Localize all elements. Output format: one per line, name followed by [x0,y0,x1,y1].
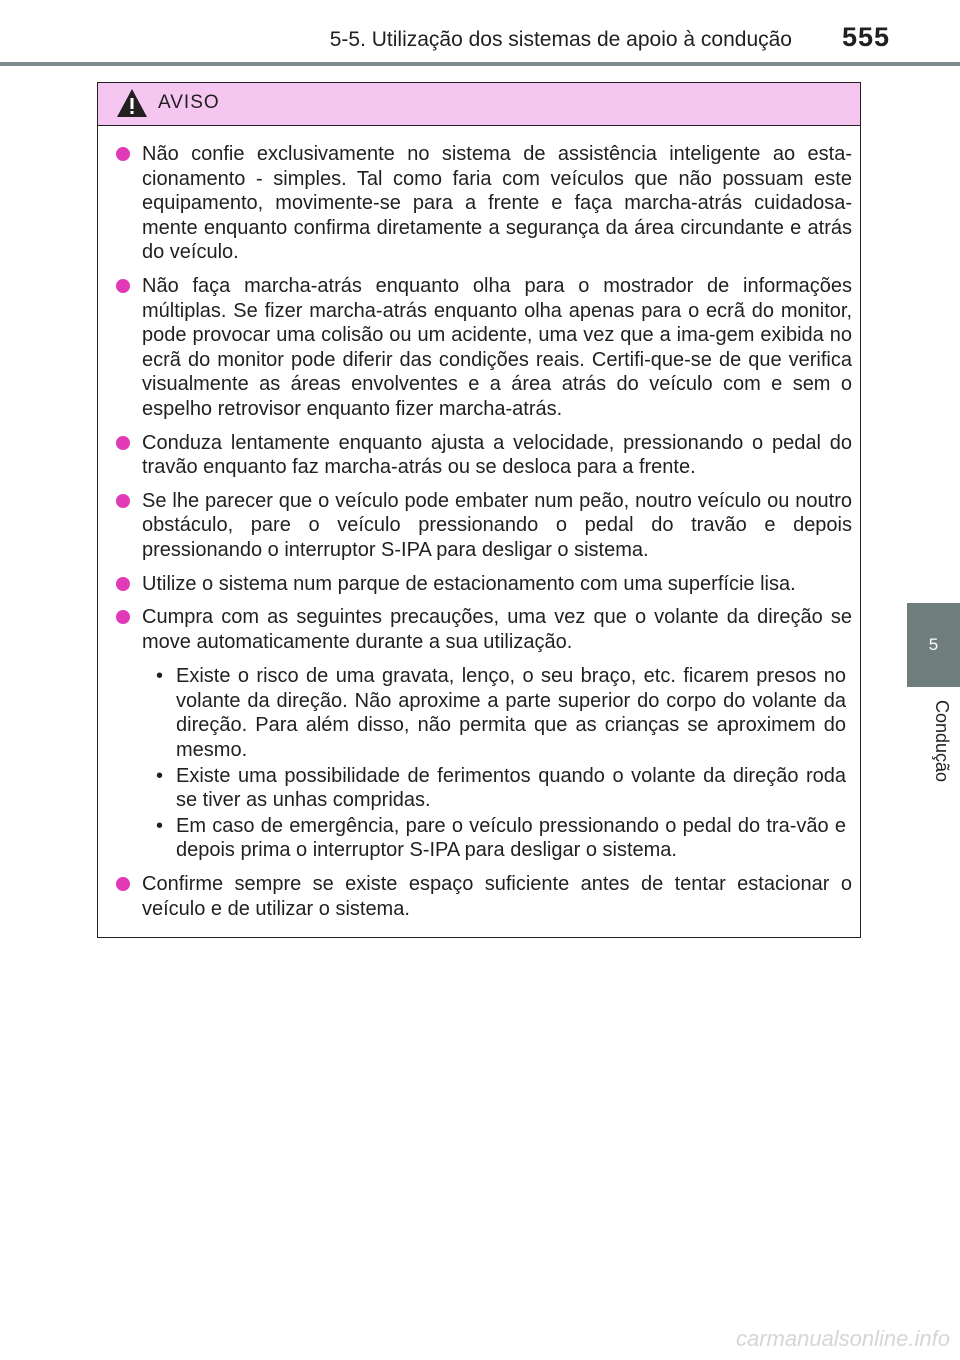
section-title: 5-5. Utilização dos sistemas de apoio à condução [329,28,792,51]
warning-triangle-icon [116,88,148,118]
sub-item [156,664,846,762]
warning-item [116,431,852,480]
sub-bullet-marker: • [156,665,164,688]
warning-item [116,872,852,921]
warning-item [116,274,852,422]
warning-item [116,142,852,265]
chapter-label: Condução [932,700,952,783]
warning-item-text: Confirme sempre se existe espaço suficiente antes de tentar estacionar o veículo e de utilizar o sistema. [142,873,852,920]
warning-item-text: Não faça marcha-atrás enquanto olha para o mostrador de informações múltiplas. Se fizer marcha-atrás enquanto olha apenas para o ecrã do monitor, pode provocar uma colisão ou um acidente, uma vez que a ima-gem exibida no ecrã do monitor pode diferir das condições reais. Certifi-que-se de que verifica visualmente as áreas envolventes e a área atrás do veículo com e sem o espelho retrovisor enquanto fizer marcha-atrás. [142,274,852,420]
warning-item-text: Não confie exclusivamente no sistema de assistência inteligente ao esta-cionamento - simples. Tal como faria com veículos que não possuam este equipamento, movimente-se para a frente e faça marcha-atrás cuidadosa-mente enquanto confirma diretamente a segurança da área circundante e atrás do veículo. [142,143,852,264]
warning-item-text: Cumpra com as seguintes precauções, uma vez que o volante da direção se move automaticamente durante a sua utilização. [142,606,852,653]
bullet-icon [116,279,130,293]
warning-item [116,572,852,597]
sub-item [156,764,846,813]
watermark: carmanualsonline.info [735,1326,950,1351]
chapter-tab [907,603,960,687]
sub-item-text: Existe o risco de uma gravata, lenço, o seu braço, etc. ficarem presos no volante da direção. Não aproxime a parte superior do corpo do volante da direção. Para além disso, não permita que as crianças se aproximem do mesmo. [176,665,846,762]
warning-item [116,489,852,563]
warning-body [98,126,860,921]
warning-item-text: Utilize o sistema num parque de estacionamento com uma superfície lisa. [142,572,796,595]
warning-item-text: Se lhe parecer que o veículo pode embater num peão, noutro veículo ou noutro obstáculo, pare o veículo pressionando o pedal do travão e depois pressionando o interruptor S-IPA para desligar o sistema. [142,489,852,561]
warning-title: AVISO [158,92,220,113]
page-number: 555 [841,22,890,52]
bullet-icon [116,577,130,591]
bullet-icon [116,494,130,508]
bullet-icon [116,436,130,450]
warning-header [98,83,860,126]
header-rule [0,62,960,66]
sub-item [156,814,846,863]
sub-item-text: Em caso de emergência, pare o veículo pressionando o pedal do tra-vão e depois prima o interruptor S-IPA para desligar o sistema. [176,814,846,862]
bullet-icon [116,610,130,624]
sub-list [142,664,852,863]
chapter-number: 5 [928,635,939,654]
warning-item [116,605,852,863]
bullet-icon [116,147,130,161]
warning-box [97,82,861,938]
sub-bullet-marker: • [156,814,164,837]
bullet-icon [116,877,130,891]
sub-bullet-marker: • [156,764,164,787]
warning-item-text: Conduza lentamente enquanto ajusta a velocidade, pressionando o pedal do travão enquanto faz marcha-atrás ou se desloca para a frente. [142,431,852,479]
sub-item-text: Existe uma possibilidade de ferimentos quando o volante da direção roda se tiver as unhas compridas. [176,764,846,812]
